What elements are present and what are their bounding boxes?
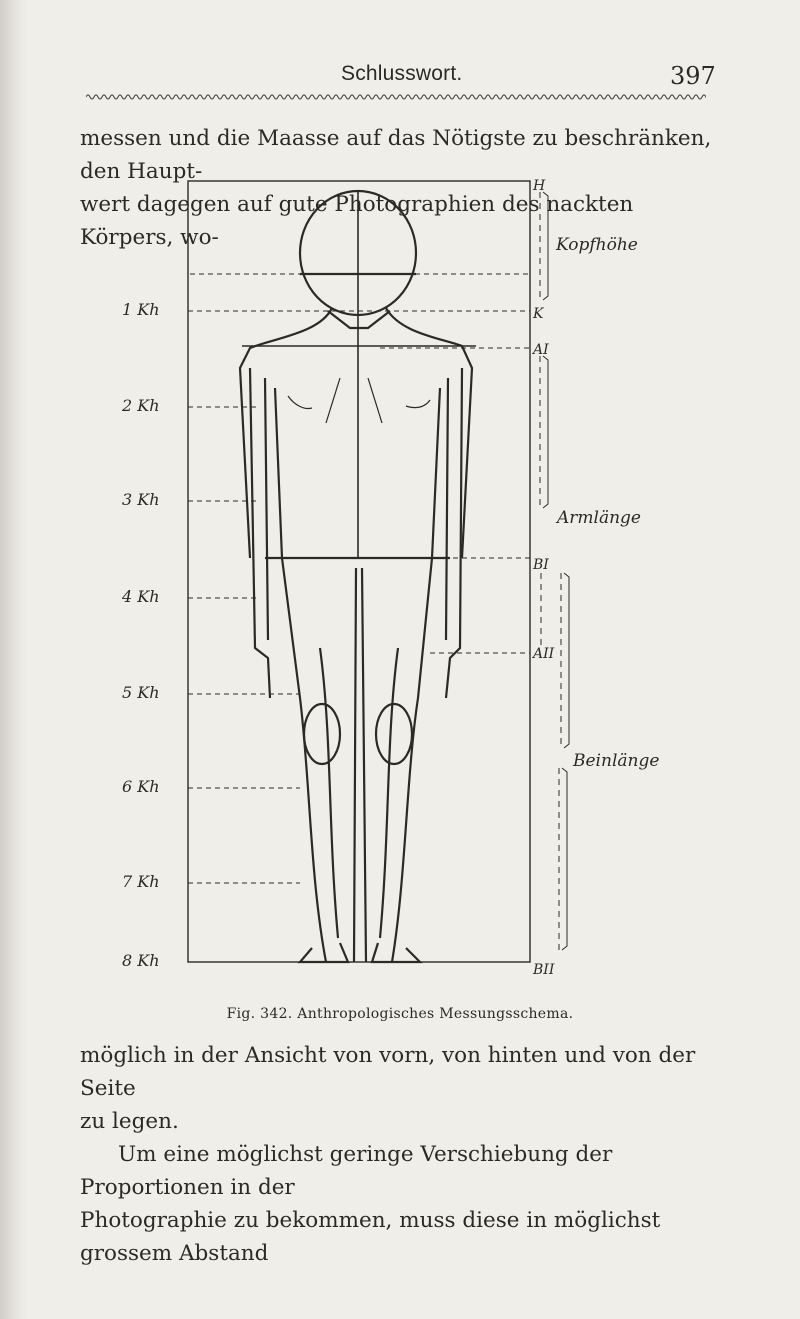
text-line: wert dagegen auf gute Photographien des nackten Körpers, wo-: [80, 192, 634, 250]
point-label-k: K: [533, 306, 544, 322]
text-line: Photographie zu bekommen, muss diese in möglichst grossem Abstand: [80, 1208, 661, 1266]
figure-caption: Fig. 342. Anthropologisches Messungsschema.: [226, 1006, 574, 1022]
text-line: möglich in der Ansicht von vorn, von hinten und von der Seite: [80, 1043, 696, 1101]
point-label-a1: AI: [533, 342, 549, 358]
text-line: messen und die Maasse auf das Nötigste zu beschränken, den Haupt-: [80, 126, 712, 184]
label-head-height: Kopfhöhe: [556, 235, 638, 255]
head-unit-label: 7 Kh: [122, 872, 160, 891]
head-unit-label: 1 Kh: [122, 300, 160, 319]
head-unit-label: 6 Kh: [122, 777, 160, 796]
head-unit-label: 2 Kh: [122, 396, 160, 415]
text-line: Um eine möglichst geringe Verschiebung der Proportionen in der: [80, 1142, 613, 1200]
label-arm-length: Armlänge: [557, 508, 641, 528]
running-head-title: Schlusswort.: [341, 62, 463, 85]
text-block-bottom: [80, 1039, 712, 1270]
head-unit-label: 3 Kh: [122, 490, 160, 509]
figure-frame: [188, 181, 530, 962]
book-spine-shadow: [0, 0, 26, 1319]
point-label-b2: BII: [533, 962, 555, 978]
point-label-b1: BI: [533, 557, 549, 573]
point-label-h: H: [533, 178, 546, 194]
label-leg-length: Beinlänge: [573, 751, 660, 771]
page-number: 397: [670, 62, 716, 90]
point-label-a2: AII: [533, 646, 555, 662]
measurement-diagram: [100, 178, 760, 978]
head-unit-label: 5 Kh: [122, 683, 160, 702]
head-unit-label: 8 Kh: [122, 951, 160, 970]
text-line: zu legen.: [80, 1109, 179, 1134]
head-unit-guides: [188, 274, 530, 962]
running-head: [0, 62, 800, 92]
human-figure-outline: [240, 191, 476, 962]
wavy-rule-ornament: [86, 92, 706, 102]
head-unit-label: 4 Kh: [122, 587, 160, 606]
